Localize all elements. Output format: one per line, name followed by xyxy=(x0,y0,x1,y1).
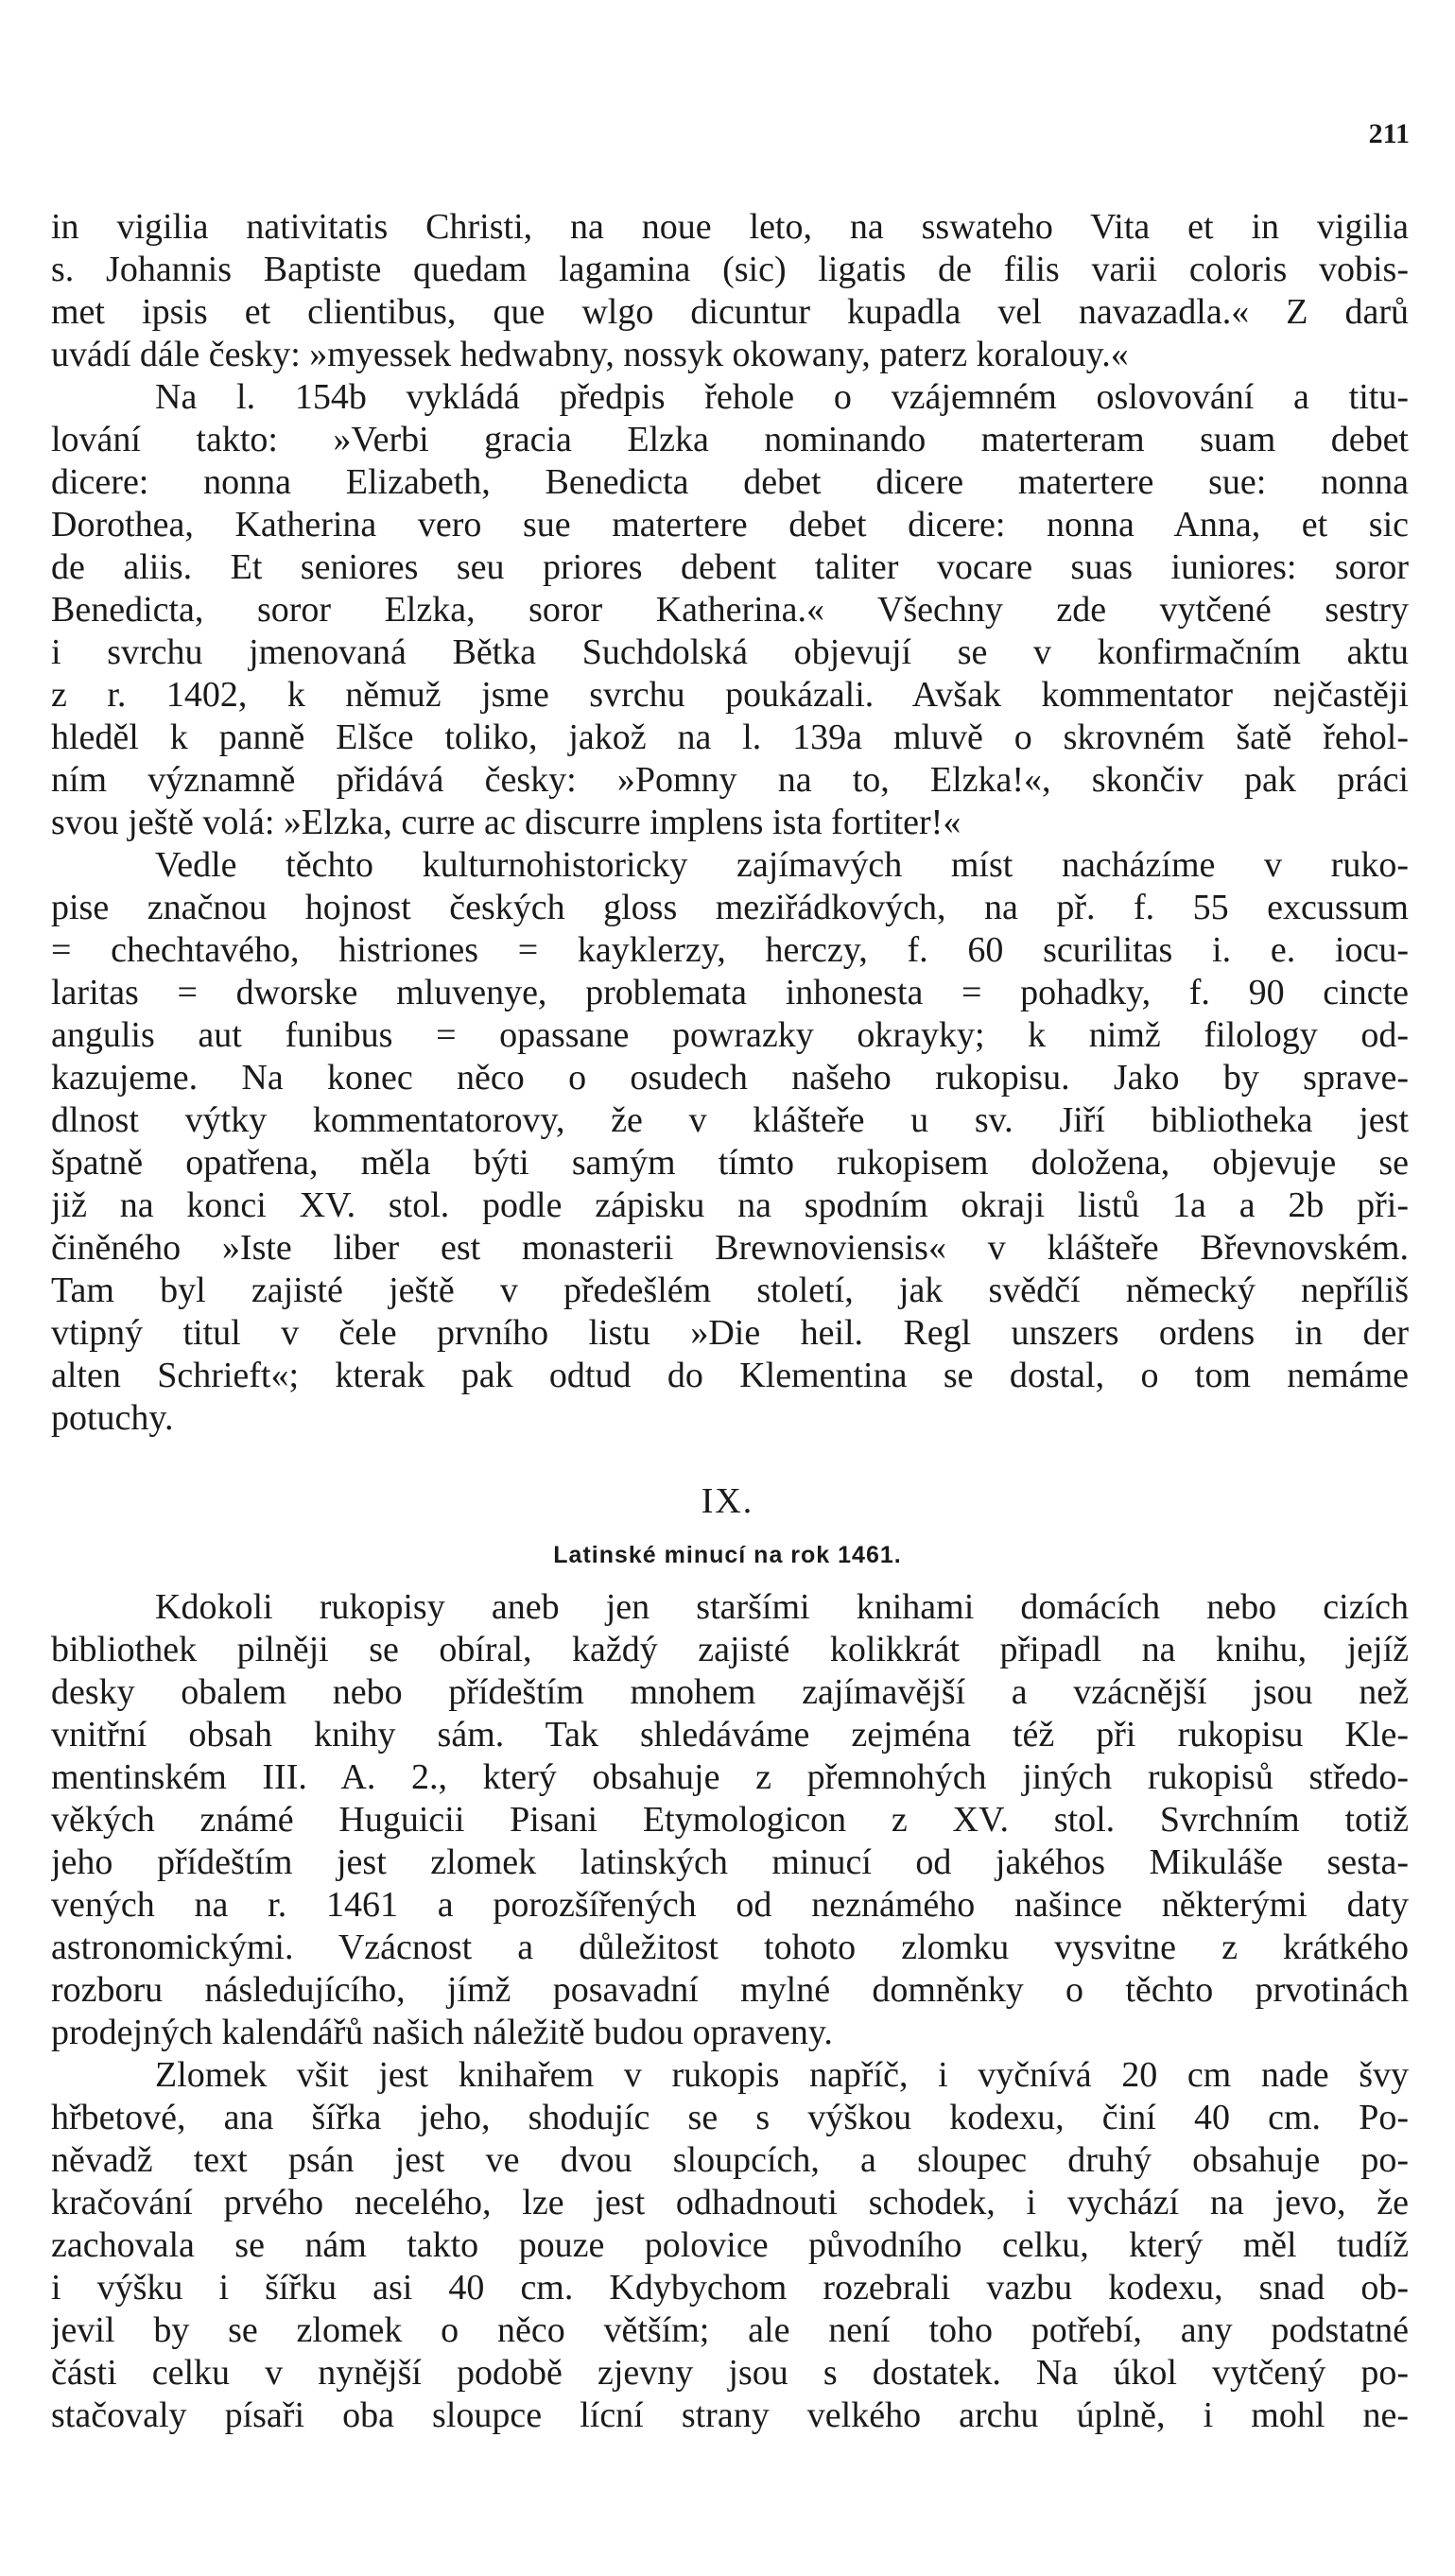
text-line: pise značnou hojnost českých gloss meziřádkových, na př. f. 55 excussum xyxy=(51,888,1409,927)
text-line: in vigilia nativitatis Christi, na noue leto, na sswateho Vita et in vigilia xyxy=(51,207,1409,247)
text-line: astronomickými. Vzácnost a důležitost tohoto zlomku vysvitne z krátkého xyxy=(51,1928,1409,1967)
text-line: kazujeme. Na konec něco o osudech našeho rukopisu. Jako by sprave- xyxy=(51,1058,1409,1098)
text-line: špatně opatřena, měla býti samým tímto rukopisem doložena, objevuje se xyxy=(51,1143,1409,1183)
text-line: angulis aut funibus = opassane powrazky okrayky; k nimž filology od- xyxy=(51,1015,1409,1055)
body-text-section-2 xyxy=(51,1586,1409,2437)
text-line: činěného »Iste liber est monasterii Brewnoviensis« v klášteře Břevnovském. xyxy=(51,1228,1409,1268)
text-line: Benedicta, soror Elzka, soror Katherina.« Všechny zde vytčené sestry xyxy=(51,590,1409,630)
text-line: potuchy. xyxy=(51,1398,174,1438)
text-line: kračování prvého necelého, lze jest odhadnouti schodek, i vychází na jevo, že xyxy=(51,2183,1409,2222)
text-line: dicere: nonna Elizabeth, Benedicta debet dicere matertere sue: nonna xyxy=(51,462,1409,502)
text-line: něvadž text psán jest ve dvou sloupcích, a sloupec druhý obsahuje po- xyxy=(51,2140,1409,2180)
text-line: i svrchu jmenovaná Bětka Suchdolská objevují se v konfirmačním aktu xyxy=(51,632,1409,672)
text-line: met ipsis et clientibus, que wlgo dicuntur kupadla vel navazadla.« Z darů xyxy=(51,292,1409,332)
text-line: mentinském III. A. 2., který obsahuje z přemnohých jiných rukopisů středo- xyxy=(51,1757,1409,1797)
section-numeral: IX. xyxy=(701,1481,754,1521)
section-heading: Latinské minucí na rok 1461. xyxy=(553,1542,902,1568)
text-line: lování takto: »Verbi gracia Elzka nominando materteram suam debet xyxy=(51,420,1409,459)
text-line: Zlomek všit jest knihařem v rukopis napříč, i vyčnívá 20 cm nade švy xyxy=(155,2055,1409,2095)
text-line: i výšku i šířku asi 40 cm. Kdybychom rozebrali vazbu kodexu, snad ob- xyxy=(51,2268,1409,2308)
text-line: Tam byl zajisté ještě v předešlém století, jak svědčí německý nepříliš xyxy=(51,1271,1409,1310)
text-line: hřbetové, ana šířka jeho, shodujíc se s výškou kodexu, činí 40 cm. Po- xyxy=(51,2098,1409,2137)
text-line: prodejných kalendářů našich náležitě budou opraveny. xyxy=(51,2013,833,2052)
text-line: části celku v nynější podobě zjevny jsou s dostatek. Na úkol vytčený po- xyxy=(51,2353,1409,2393)
page-number: 211 xyxy=(1368,118,1410,149)
text-line: Dorothea, Katherina vero sue matertere debet dicere: nonna Anna, et sic xyxy=(51,505,1409,545)
text-line: jevil by se zlomek o něco větším; ale není toho potřebí, any podstatné xyxy=(51,2310,1409,2350)
text-line: s. Johannis Baptiste quedam lagamina (sic) ligatis de filis varii coloris vobis- xyxy=(51,250,1409,289)
text-line: desky obalem nebo přídeštím mnohem zajímavější a vzácnější jsou než xyxy=(51,1672,1409,1712)
text-line: Na l. 154b vykládá předpis řehole o vzájemném oslovování a titu- xyxy=(155,377,1409,417)
text-line: alten Schrieft«; kterak pak odtud do Klementina se dostal, o tom nemáme xyxy=(51,1356,1409,1395)
text-line: = chechtavého, histriones = kayklerzy, herczy, f. 60 scurilitas i. e. iocu- xyxy=(51,930,1409,970)
text-line: de aliis. Et seniores seu priores debent taliter vocare suas iuniores: soror xyxy=(51,547,1409,587)
text-line: z r. 1402, k němuž jsme svrchu poukázali. Avšak kommentator nejčastěji xyxy=(51,675,1409,715)
text-line: vtipný titul v čele prvního listu »Die heil. Regl unszers ordens in der xyxy=(51,1313,1409,1353)
text-line: vnitřní obsah knihy sám. Tak shledáváme zejména též při rukopisu Kle- xyxy=(51,1715,1409,1755)
text-line: věkých známé Huguicii Pisani Etymologicon z XV. stol. Svrchním totiž xyxy=(51,1800,1409,1840)
body-text-section-1 xyxy=(51,206,1409,1440)
text-line: Kdokoli rukopisy aneb jen staršími knihami domácích nebo cizích xyxy=(155,1587,1409,1627)
text-line: stačovaly písaři oba sloupce lícní strany velkého archu úplně, i mohl ne- xyxy=(51,2395,1409,2435)
text-line: laritas = dworske mluvenye, problemata inhonesta = pohadky, f. 90 cincte xyxy=(51,973,1409,1012)
text-line: bibliothek pilněji se obíral, každý zajisté kolikkrát připadl na knihu, jejíž xyxy=(51,1630,1409,1669)
text-line: uvádí dále česky: »myessek hedwabny, nossyk okowany, paterz koralouy.« xyxy=(51,335,1129,374)
text-line: ním významně přidává česky: »Pomny na to, Elzka!«, skončiv pak práci xyxy=(51,760,1409,800)
text-line: zachovala se nám takto pouze polovice původního celku, který měl tudíž xyxy=(51,2225,1409,2265)
text-line: hleděl k panně Elšce toliko, jakož na l. 139a mluvě o skrovném šatě řehol- xyxy=(51,717,1409,757)
text-line: již na konci XV. stol. podle zápisku na spodním okraji listů 1a a 2b při- xyxy=(51,1185,1409,1225)
text-line: jeho přídeštím jest zlomek latinských minucí od jakéhos Mikuláše sesta- xyxy=(51,1842,1409,1882)
text-line: dlnost výtky kommentatorovy, že v klášteře u sv. Jiří bibliotheka jest xyxy=(51,1100,1409,1140)
text-line: rozboru následujícího, jímž posavadní mylné domněnky o těchto prvotinách xyxy=(51,1970,1409,2010)
text-line: vených na r. 1461 a porozšířených od neznámého našince některými daty xyxy=(51,1885,1409,1925)
text-line: Vedle těchto kulturnohistoricky zajímavých míst nacházíme v ruko- xyxy=(155,845,1409,885)
text-line: svou ještě volá: »Elzka, curre ac discurre implens ista fortiter!« xyxy=(51,803,961,842)
